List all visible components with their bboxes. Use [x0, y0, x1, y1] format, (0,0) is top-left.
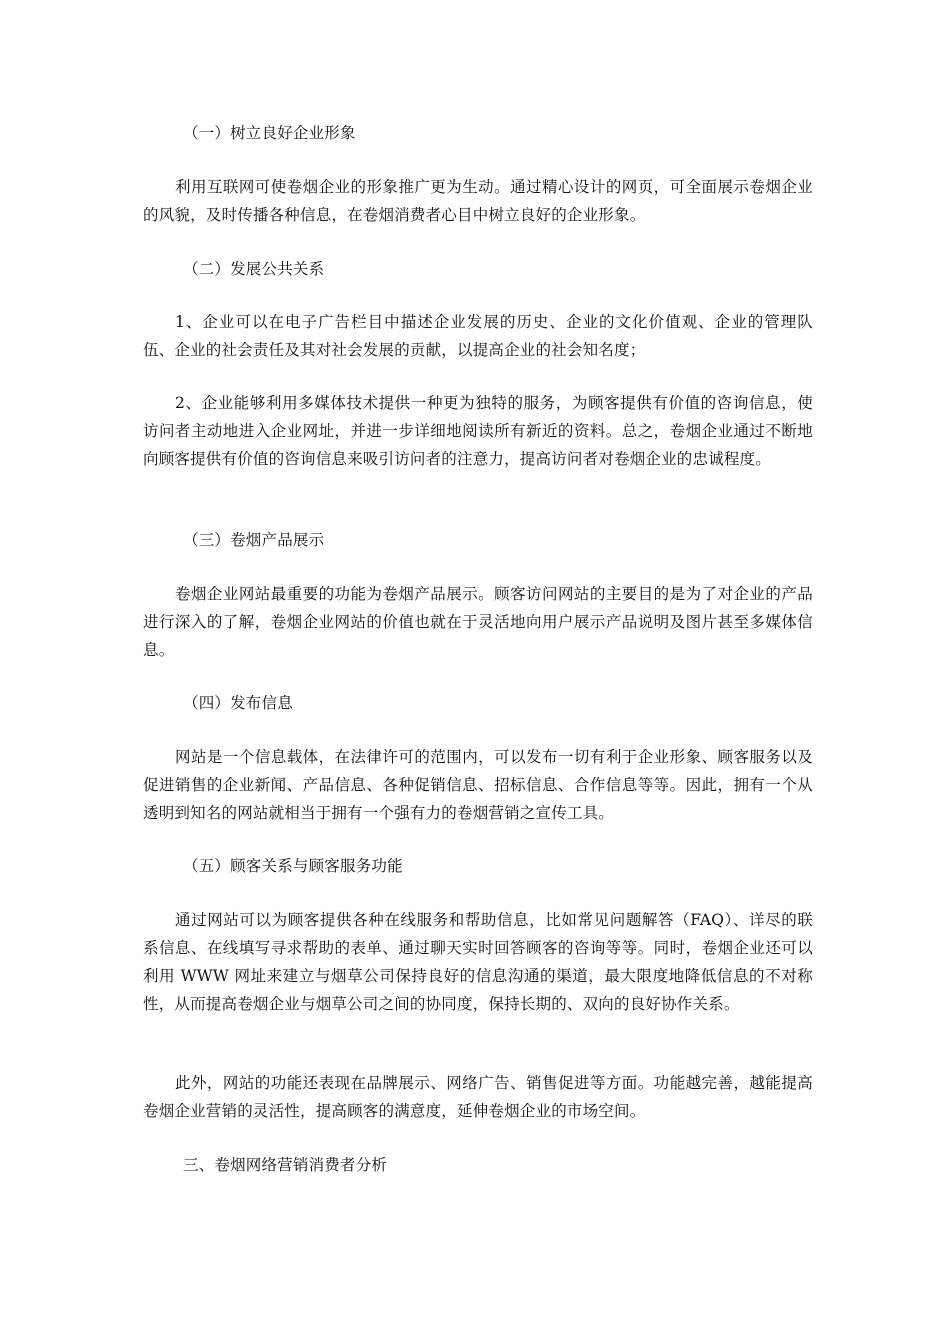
paragraph-6: 通过网站可以为顾客提供各种在线服务和帮助信息，比如常见问题解答（FAQ）、详尽的联系信息、在线填写寻求帮助的表单、通过聊天实时回答顾客的咨询等等。同时，卷烟企业还可以利用 WWW 网址来建立与烟草公司保持良好的信息沟通的渠道，最大限度地降低信息的不对称性，从而提高卷烟企业与烟草公司之间的协同度，保持长期的、双向的良好协作关系。 [143, 911, 813, 1013]
section-heading-1: （一）树立良好企业形象 [183, 124, 356, 142]
paragraph-4: 卷烟企业网站最重要的功能为卷烟产品展示。顾客访问网站的主要目的是为了对企业的产品进行深入的了解，卷烟企业网站的价值也就在于灵活地向用户展示产品说明及图片甚至多媒体信息。 [143, 585, 813, 659]
section-heading-5: （五）顾客关系与顾客服务功能 [183, 857, 403, 875]
paragraph-7: 此外，网站的功能还表现在品牌展示、网络广告、销售促进等方面。功能越完善，越能提高卷烟企业营销的灵活性，提高顾客的满意度，延伸卷烟企业的市场空间。 [143, 1074, 813, 1120]
section-heading-4: （四）发布信息 [183, 694, 293, 712]
section-heading-3: （三）卷烟产品展示 [183, 531, 325, 549]
section-heading-6: 三、卷烟网络营销消费者分析 [183, 1156, 388, 1174]
section-heading-2: （二）发展公共关系 [183, 260, 325, 278]
paragraph-5: 网站是一个信息载体，在法律许可的范围内，可以发布一切有利于企业形象、顾客服务以及促进销售的企业新闻、产品信息、各种促销信息、招标信息、合作信息等等。因此，拥有一个从透明到知名的网站就相当于拥有一个强有力的卷烟营销之宣传工具。 [143, 748, 813, 822]
paragraph-3: 2、企业能够利用多媒体技术提供一种更为独特的服务，为顾客提供有价值的咨询信息，使访问者主动地进入企业网址，并进一步详细地阅读所有新近的资料。总之，卷烟企业通过不断地向顾客提供有价值的咨询信息来吸引访问者的注意力，提高访问者对卷烟企业的忠诚程度。 [143, 394, 813, 468]
paragraph-2: 1、企业可以在电子广告栏目中描述企业发展的历史、企业的文化价值观、企业的管理队伍、企业的社会责任及其对社会发展的贡献，以提高企业的社会知名度； [143, 313, 813, 359]
paragraph-1: 利用互联网可使卷烟企业的形象推广更为生动。通过精心设计的网页，可全面展示卷烟企业的风貌，及时传播各种信息，在卷烟消费者心目中树立良好的企业形象。 [143, 178, 813, 224]
